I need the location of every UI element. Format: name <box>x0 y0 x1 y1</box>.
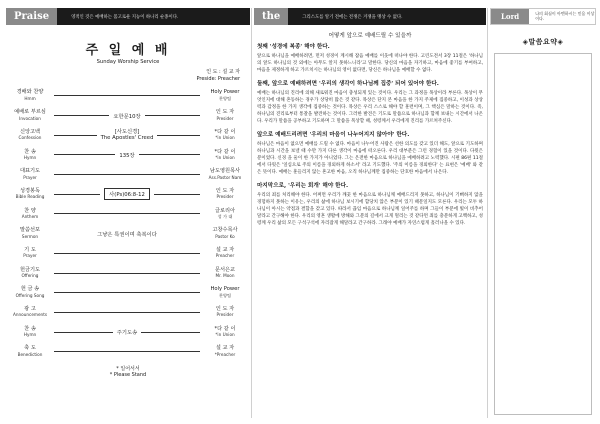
sermon-panel <box>254 8 486 418</box>
order-who: *다 같 이 <box>214 128 236 135</box>
order-label-en: Benediction <box>17 351 43 357</box>
lord-motto: 나의 회심이 아멘하시는 믿음 이상이다. <box>535 10 595 21</box>
order-line <box>54 95 200 96</box>
order-line <box>54 332 113 333</box>
order-label: 축 도 <box>24 345 36 352</box>
order-who: 고창수목사 <box>212 227 238 234</box>
order-who: *다 같 이 <box>214 148 236 155</box>
order-line <box>54 292 200 293</box>
service-title-korean: 주 일 예 배 <box>85 43 171 58</box>
sermon-section <box>257 44 483 75</box>
order-line <box>54 115 109 116</box>
order-row <box>10 106 246 126</box>
order-who-en: *in Union <box>215 332 235 338</box>
order-label-en: Offering <box>21 273 39 279</box>
order-row <box>10 303 246 323</box>
leader-heading <box>6 69 240 83</box>
the-tag: the <box>254 8 288 25</box>
summary-panel <box>490 8 596 418</box>
section-heading: 둘째, 앞으로 예배하려면 '우리의 생각이 하나님께 집중' 되어 있어야 한다. <box>257 80 439 87</box>
order-label-en: Sermon <box>21 233 39 239</box>
order-label-en: Hmm <box>24 95 36 101</box>
order-who-en: Pastor Ko <box>215 233 235 239</box>
fold-divider-left <box>251 8 252 418</box>
order-row <box>10 322 246 342</box>
order-label-en: Prayer <box>23 253 37 259</box>
order-line <box>154 194 200 195</box>
order-label: 말씀선포 <box>19 227 41 234</box>
order-line <box>54 312 200 313</box>
order-row <box>10 165 246 185</box>
order-who: 남도영원목사 <box>209 168 241 175</box>
summary-notes-box <box>494 53 592 415</box>
order-who-en: 찬양팀 <box>218 95 232 101</box>
order-who-en: Mr. Moon <box>215 273 235 279</box>
order-label-en: Announcements <box>12 312 48 318</box>
sermon-section <box>257 132 483 177</box>
order-row <box>10 283 246 303</box>
section-body: 앞으로 하나님을 예배하려면, 먼저 성경이 계시해 잡음 예배를 이웃에 떠나야 한다. 고린도전서 3장 11절은 '하나님의 앞도 하나님의 것 외에는 아무도 알지 못하느니라'고 말한다. 당신의 마음을 자기하고, 마음에 좋기를 부여하고, 마음을 제정하게 하고 가르치시는 하나님의 영이 없다면, 당신은 하나님을 예배할 수 없다. <box>257 54 483 74</box>
the-header <box>254 8 486 25</box>
order-label-en: Bible Reading <box>15 194 45 200</box>
leader-label: 인 도 : 설 교 자 <box>206 69 240 75</box>
stand-note <box>6 366 250 379</box>
order-content: 요한문10장 <box>113 113 141 120</box>
order-label: 찬 송 <box>24 325 36 332</box>
order-row <box>10 145 246 165</box>
service-title <box>6 39 250 65</box>
section-body: 예배는 하나님의 진리에 의해 새로워진 마음이 충성되게 있는 것이다. 우리는 그 과정을 목상이라 부른다. 목상이 무엇인지에 대해 혼동하는 경우가 상당히 많은 것 같다. 목상은 단지 본 마음을 한 가지 주제에 집중하고, 이성과 상상력과 감정을 한 가지 생각에 집중하는 것이다. 목상은 우리 스스로 해야 할 훈련이며, 그 핵심은 말하는 것이다. 즉, 하나님의 진리로부터 통찰을 발견하는 것이다. 그러한 발견은 기도로 말씀으로 하나님과 함께 보내는 시간에서 나온다. 우리가 말씀을 공부하고 기도하며 그 말씀을 묵상할 때, 성령께서 우리에게 진리를 가르쳐주신다. <box>257 90 483 125</box>
order-list <box>10 86 246 362</box>
order-content: 그냥은 특권이며 축복이다 <box>97 231 157 238</box>
fold-divider-right <box>487 8 488 418</box>
order-line <box>141 332 200 333</box>
order-who: *다 같 이 <box>214 325 236 332</box>
praise-header <box>6 8 250 25</box>
order-row <box>10 86 246 106</box>
order-row <box>10 184 246 204</box>
order-of-worship-panel <box>6 8 250 418</box>
section-body: 우리의 죄를 처리해야 한다. 어쩌면 우리가 깨끗 한 마음으로 하나님께 예배드리지 못하고, 하나님이 기뻐하지 않을 경험하지 못하는 이유는, 우리의 삶에 하나님 보시기에 합당치 않은 부분이 있기 때문일지도 모른다. 우리는 모두 하나님이 아시는 약점과 결함을 갖고 있다. 따라서 끊임 마음으로 하나님께 일어주를 하며 그들이 부분에 빛이 비추어 달라고 간구해야 한다. 우리의 영혼 생활에 방해와 그분의 길에서 크게 멀리는 것 같다면 죄를 충분하게 고백하고, 성령께 우리 삶의 모든 구석구석에 자리잡게 해달라고 간구하라. 그래야 예배가 자연스럽게 흘러나올 수 있다. <box>257 192 483 227</box>
praise-tag: Praise <box>6 8 57 25</box>
order-label: 경배와 찬양 <box>16 89 44 96</box>
order-label: 헌 금 송 <box>20 286 40 293</box>
order-content: 주기도송 <box>116 330 138 337</box>
order-who: Holy Power <box>210 89 240 96</box>
lord-header <box>490 8 596 25</box>
order-row <box>10 125 246 145</box>
order-label: 찬 송 <box>24 148 36 155</box>
order-who: 글로리아 <box>214 207 236 214</box>
order-content: 사(Ps)06:8-12 <box>104 188 150 200</box>
order-line <box>54 194 100 195</box>
praise-motto: 영적인 것은 예배하는 몸고로운 지능이 하나리 순종이다. <box>71 14 179 20</box>
stand-note-en: * Please Stand <box>109 372 147 379</box>
order-line <box>54 273 200 274</box>
sermon-section <box>257 183 483 228</box>
section-heading: 앞으로 예배드리려면 '우리의 마음이 나누어지지 않아야' 한다. <box>257 131 410 138</box>
order-who-en: *in Union <box>215 135 235 141</box>
order-line <box>54 213 200 214</box>
section-heading: 마지막으로, '우리는 회개' 해야 한다. <box>257 182 349 189</box>
order-who: 설 교 자 <box>215 345 235 352</box>
order-who: 인 도 자 <box>215 187 235 194</box>
order-label: 대표기도 <box>19 168 41 175</box>
order-line <box>54 154 115 155</box>
order-label: 찬 양 <box>24 207 36 214</box>
order-who-en: Ass.Pastor Nam <box>208 174 242 180</box>
order-line <box>157 135 200 136</box>
order-label-en: Anthem <box>21 213 39 219</box>
order-who: 인 도 자 <box>215 306 235 312</box>
the-motto: 그리스도를 알기 전에는 전쟁은 겨쟁을 맹상 수 없다. <box>302 14 403 20</box>
order-who-en: Presider <box>216 115 234 121</box>
order-who-en: *Preacher <box>214 351 236 357</box>
order-who: 설 교 자 <box>215 246 235 253</box>
order-line <box>54 253 200 254</box>
order-line <box>54 135 97 136</box>
order-content: [사도신경] <box>114 128 140 135</box>
order-row <box>10 263 246 283</box>
order-who-en: 성 가 대 <box>217 213 233 219</box>
order-line <box>145 115 200 116</box>
order-who: Holy Power <box>210 286 240 293</box>
section-heading: 첫째 '성경에 복종' 해야 한다. <box>257 44 330 50</box>
order-line <box>139 154 200 155</box>
order-label-en: Offering Song <box>15 292 45 298</box>
leader-label-en: Preside: Preacher <box>196 76 240 82</box>
order-who-en: 찬양팀 <box>218 292 232 298</box>
order-label-en: Prayer <box>23 174 37 180</box>
order-who-en: Presider <box>216 312 234 318</box>
order-row <box>10 204 246 224</box>
order-label: 헌금기도 <box>19 266 41 273</box>
order-who-en: Presider <box>216 194 234 200</box>
order-row <box>10 224 246 244</box>
service-title-english: Sunday Worship Service <box>96 59 160 65</box>
order-line <box>54 174 200 175</box>
order-who: 인 도 자 <box>215 109 235 116</box>
order-label-en: Confession <box>18 135 42 141</box>
section-body: 하나님은 마음이 없으면 예배를 드릴 수 없다. 마음이 나누어진 사람은 선한 의도를 갖고 있더 해도, 앞으로 기도하며 하나님과 시간을 보낼 때 수만 가지 다른 생각이 마음에 떠오른다. 우리 대부분은 그런 경험이 있을 것이다. 다윗은 분이었다. 신경 을 둘이 한 가지가 아니었다. 그는 온전한 마음으로 하나님을 예배하려고 노력했다. 시편 86편 11절에서 다윗은 '일심으로 주의 이름을 경외하게 하소서' 라고 기도했다. '주의 이름을 경외한다' 는 표현은 '예배' 와 같은 뜻이다. 예배는 훈들리지 않는 흔고한 마음, 오직 하나님께만 집중하는 단호한 마음에서 나온다. <box>257 141 483 176</box>
order-content: 135장 <box>119 152 135 159</box>
summary-title: ◈말씀요약◈ <box>522 38 564 46</box>
sermon-title: 어떻게 앞으로 예배드릴 수 있을까 <box>328 33 412 39</box>
order-content-en: The Apostles' Creed <box>100 135 154 142</box>
order-label-en: Hymn <box>23 154 37 160</box>
order-label: 기 도 <box>24 246 36 253</box>
order-label: 광 고 <box>24 306 36 312</box>
stand-note-ko: * 일어서서 <box>116 365 140 372</box>
order-line <box>54 351 200 352</box>
order-who-en: *in Union <box>215 154 235 160</box>
order-label: 성경봉독 <box>19 187 41 194</box>
order-row <box>10 244 246 264</box>
order-who-en: Preacher <box>215 253 235 259</box>
order-label-en: Hymn <box>23 332 37 338</box>
lord-tag: Lord <box>491 9 529 24</box>
order-row <box>10 342 246 362</box>
order-label-en: Invocation <box>19 115 41 121</box>
order-label: 신앙고백 <box>19 128 41 135</box>
order-label: 예배로 부르심 <box>14 109 46 116</box>
sermon-section <box>257 81 483 126</box>
order-who: 문서은교 <box>214 266 236 273</box>
